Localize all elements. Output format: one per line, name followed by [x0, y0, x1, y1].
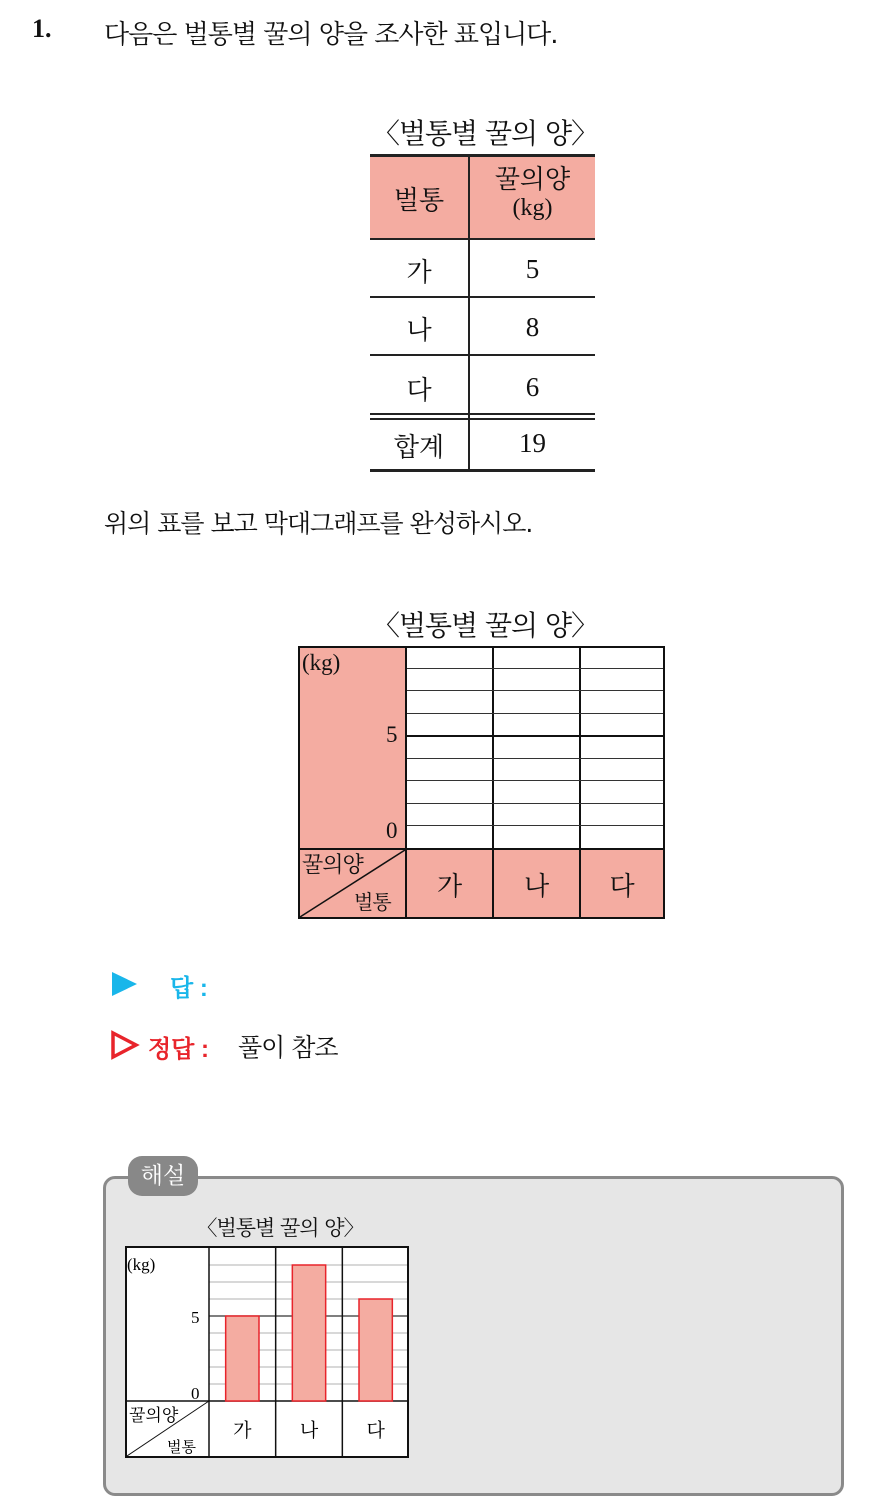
- row-value: 5: [525, 254, 540, 284]
- plot-divider: [579, 646, 581, 850]
- corner-bottom-label: 벌통: [167, 1438, 196, 1456]
- row-name: 가: [406, 258, 432, 288]
- question-text: 다음은 벌통별 꿀의 양을 조사한 표입니다.: [104, 20, 558, 50]
- row-value: 6: [525, 372, 540, 402]
- solution-graph-title: 〈벌통별 꿀의 양〉: [196, 1216, 364, 1240]
- graph-title: 〈벌통별 꿀의 양〉: [371, 609, 599, 642]
- solution-bar-chart: [125, 1246, 409, 1458]
- row-name: 다: [406, 376, 432, 406]
- y-tick-label: 5: [191, 1308, 200, 1327]
- row-value: 8: [525, 312, 540, 342]
- x-category-label: 나: [523, 872, 550, 902]
- total-value: 19: [519, 428, 546, 458]
- correct-answer-text: 풀이 참조: [238, 1033, 338, 1062]
- explanation-tag: 해설: [128, 1156, 198, 1196]
- bar-가: [226, 1316, 259, 1401]
- y-tick-5: 5: [386, 722, 398, 747]
- correct-label: 정답 :: [148, 1036, 210, 1063]
- correct-arrow-icon: [110, 1030, 140, 1060]
- grid-line: [407, 690, 663, 691]
- x-category-label: 가: [436, 872, 463, 902]
- header-hive: 벌통: [393, 186, 445, 216]
- table-rule: [370, 354, 595, 356]
- corner-top-label: 꿀의양: [129, 1406, 179, 1426]
- grid-line: [407, 825, 663, 826]
- table-title: 〈벌통별 꿀의 양〉: [371, 117, 599, 150]
- header-honey: [470, 166, 595, 222]
- x-category-label: 다: [609, 872, 635, 902]
- grid-line: [407, 780, 663, 781]
- y-unit-label: (kg): [302, 650, 341, 675]
- plot-divider: [492, 646, 494, 850]
- x-tick-label: 나: [299, 1419, 319, 1442]
- table-bottom-rule: [370, 469, 595, 472]
- x-tick-label: 가: [233, 1419, 252, 1442]
- y-tick-label: 0: [191, 1384, 200, 1403]
- y-axis-label: (kg): [127, 1255, 156, 1274]
- bar-다: [359, 1299, 392, 1401]
- corner-bottom-label: 벌통: [354, 890, 391, 914]
- empty-bar-graph: [298, 646, 665, 919]
- table-rule: [370, 296, 595, 298]
- honey-table: [370, 154, 595, 472]
- grid-line: [407, 713, 663, 714]
- total-label: 합계: [393, 433, 445, 463]
- answer-label: 답 :: [170, 975, 208, 1002]
- table-double-rule: [370, 418, 595, 420]
- table-rule: [370, 238, 595, 240]
- corner-top-label: 꿀의양: [302, 853, 363, 878]
- header-honey-line1: 꿀의양: [494, 165, 571, 195]
- grid-line-5: [407, 735, 663, 737]
- header-honey-unit: (kg): [512, 195, 553, 221]
- grid-line: [407, 668, 663, 669]
- row-name: 나: [406, 316, 432, 346]
- question-number: 1.: [32, 14, 52, 43]
- answer-arrow-icon: [110, 970, 140, 998]
- bar-나: [292, 1265, 325, 1401]
- table-top-rule: [370, 154, 595, 157]
- grid-line: [407, 803, 663, 804]
- table-double-rule: [370, 413, 595, 415]
- x-tick-label: 다: [366, 1419, 385, 1442]
- y-tick-0: 0: [386, 818, 398, 843]
- grid-line: [407, 758, 663, 759]
- instruction-text: 위의 표를 보고 막대그래프를 완성하시오.: [104, 509, 533, 538]
